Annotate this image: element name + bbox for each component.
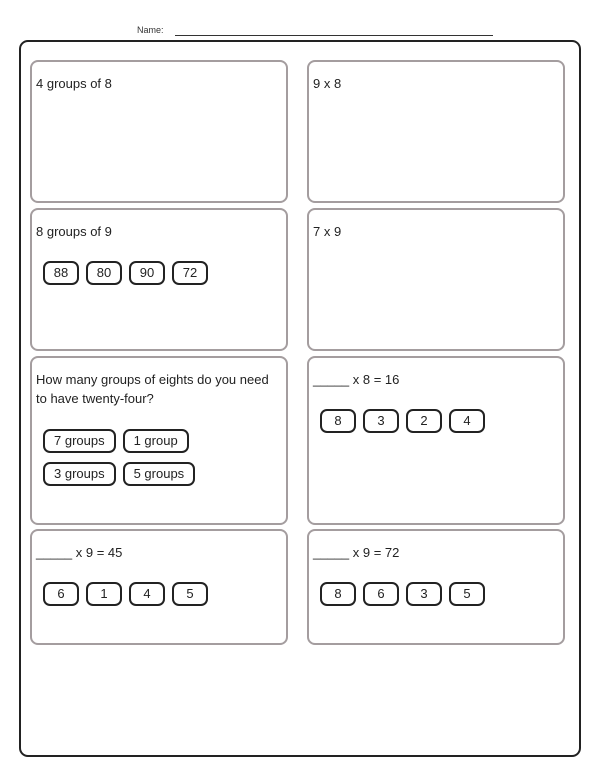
answer-choices — [320, 582, 485, 606]
answer-choice[interactable]: 1 — [86, 582, 122, 606]
answer-choice[interactable]: 3 — [406, 582, 442, 606]
answer-choice[interactable]: 72 — [172, 261, 208, 285]
answer-choice[interactable]: 4 — [129, 582, 165, 606]
answer-choices — [43, 462, 195, 486]
answer-choices — [43, 582, 208, 606]
name-field — [137, 25, 497, 39]
answer-choice[interactable]: 5 groups — [123, 462, 196, 486]
question-card-4 — [307, 208, 565, 351]
question-text: _____ x 8 = 16 — [313, 372, 400, 387]
question-card-2 — [307, 60, 565, 203]
answer-choice[interactable]: 4 — [449, 409, 485, 433]
answer-choice[interactable]: 3 — [363, 409, 399, 433]
answer-choice[interactable]: 80 — [86, 261, 122, 285]
question-card-3 — [30, 208, 288, 351]
question-text: 9 x 8 — [313, 76, 342, 91]
answer-choice[interactable]: 3 groups — [43, 462, 116, 486]
answer-choice[interactable]: 8 — [320, 409, 356, 433]
question-text: How many groups of eights do you need to have twenty-four? — [36, 372, 269, 406]
question-text: _____ x 9 = 45 — [36, 545, 123, 560]
question-card-6 — [307, 356, 565, 525]
answer-choice[interactable]: 8 — [320, 582, 356, 606]
answer-choice[interactable]: 5 — [449, 582, 485, 606]
answer-choice[interactable]: 90 — [129, 261, 165, 285]
answer-choice[interactable]: 1 group — [123, 429, 189, 453]
question-text: _____ x 9 = 72 — [313, 545, 400, 560]
question-card-1 — [30, 60, 288, 203]
answer-choices — [43, 429, 189, 453]
question-text: 8 groups of 9 — [36, 224, 112, 239]
answer-choice[interactable]: 2 — [406, 409, 442, 433]
answer-choice[interactable]: 88 — [43, 261, 79, 285]
name-label: Name: — [137, 25, 164, 35]
answer-choice[interactable]: 6 — [363, 582, 399, 606]
question-text: 7 x 9 — [313, 224, 342, 239]
question-card-7 — [30, 529, 288, 645]
question-card-5 — [30, 356, 288, 525]
answer-choice[interactable]: 6 — [43, 582, 79, 606]
answer-choices — [320, 409, 485, 433]
question-card-8 — [307, 529, 565, 645]
name-line[interactable] — [175, 35, 493, 36]
answer-choice[interactable]: 7 groups — [43, 429, 116, 453]
question-text: 4 groups of 8 — [36, 76, 112, 91]
answer-choices — [43, 261, 208, 285]
answer-choice[interactable]: 5 — [172, 582, 208, 606]
